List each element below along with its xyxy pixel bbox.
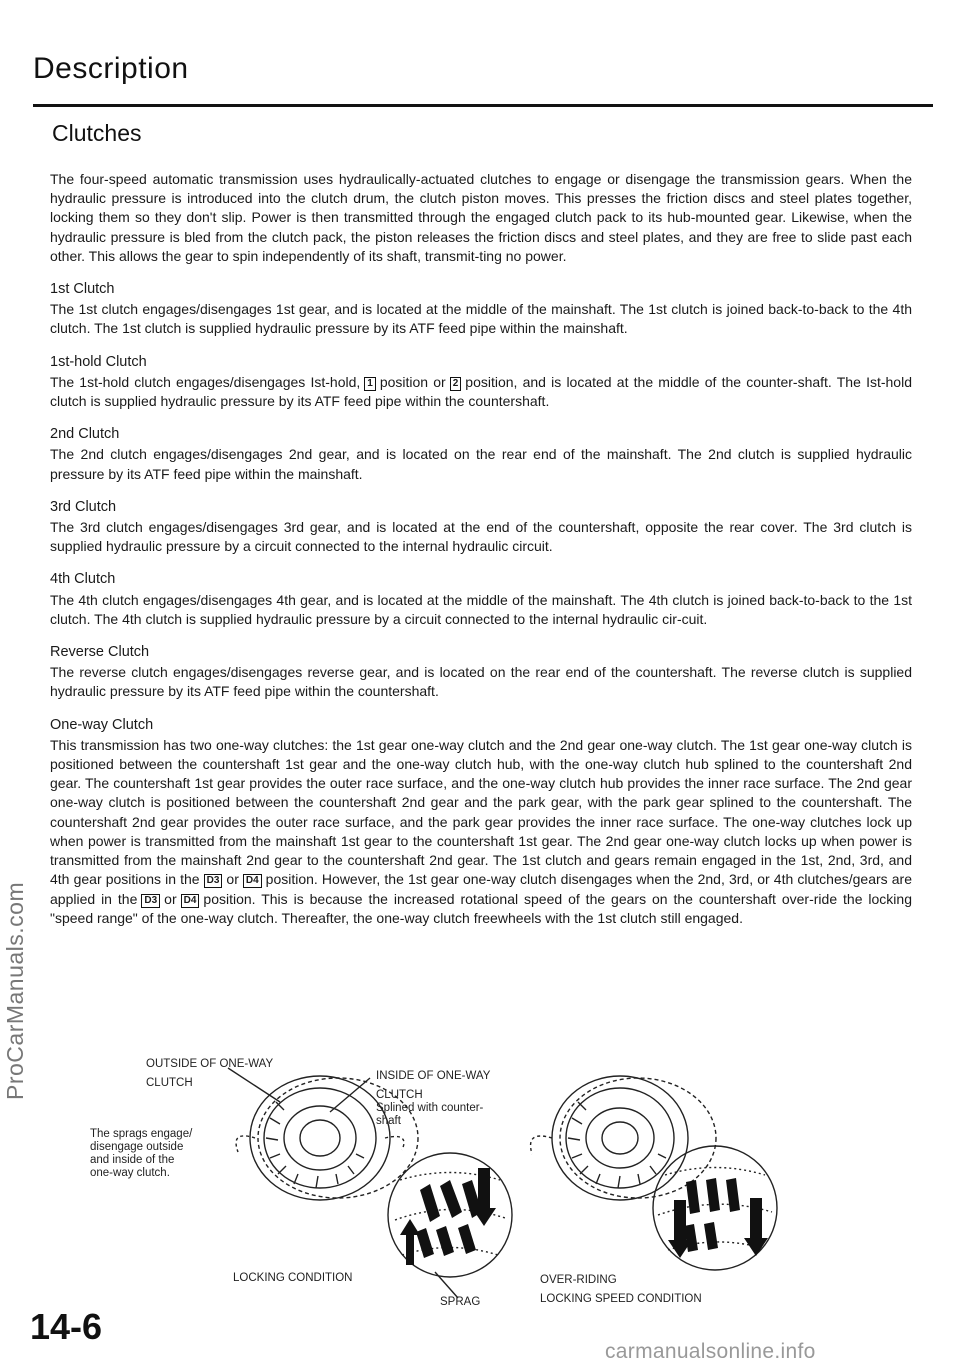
sprags-label	[90, 1128, 192, 1180]
section-title: 1st-hold Clutch	[50, 353, 147, 370]
section-3rd-clutch	[50, 498, 912, 557]
body-text: The 1st-hold clutch engages/disengages Ist-hold,	[50, 373, 361, 390]
label-line: The sprags engage/	[90, 1128, 193, 1140]
label-line: OUTSIDE OF ONE-WAY	[146, 1058, 274, 1070]
sprag-label: SPRAG	[440, 1296, 481, 1308]
section-title: 4th Clutch	[50, 571, 116, 588]
page-number: 14-6	[30, 1306, 103, 1347]
section-body: The 2nd clutch engages/disengages 2nd gear, and is located on the rear end of the mainshaft. The 2nd clutch is supplied hydraulic pressure by its ATF feed pipe within the mainshaft.	[50, 446, 912, 482]
section-body	[50, 373, 912, 411]
section-reverse-clutch	[50, 643, 912, 702]
gear-d4-badge: D4	[243, 874, 262, 888]
gear-d3-badge: D3	[141, 894, 160, 908]
side-watermark: ProCarManuals.com	[2, 881, 28, 1100]
label-line: and inside of the	[90, 1154, 175, 1166]
label-line: one-way clutch.	[90, 1167, 170, 1179]
over-riding-label	[540, 1274, 702, 1306]
section-1st-hold-clutch	[50, 353, 912, 412]
body-text: or	[226, 871, 239, 888]
section-title: Reverse Clutch	[50, 644, 150, 661]
one-way-clutch-figure	[80, 1050, 780, 1310]
section-4th-clutch	[50, 570, 912, 629]
inside-label	[376, 1070, 490, 1128]
gear-position-2-badge: 2	[450, 377, 462, 391]
gear-position-1-badge: 1	[364, 377, 376, 391]
body-content	[50, 170, 912, 928]
section-body: The reverse clutch engages/disengages reverse gear, and is located on the rear end of the countershaft. The reverse clutch is supplied hydraulic pressure by its ATF feed pipe within the countershaft.	[50, 664, 912, 700]
body-text: position. This is because the increased rotational speed of the gears on the countershaft over-ride the locking "speed range" of the one-way clutch. Thereafter, the one-way clutch freewheels with the 1st clutch still engaged.	[50, 890, 912, 926]
label-line: disengage outside	[90, 1141, 184, 1153]
label-line: LOCKING SPEED CONDITION	[540, 1293, 702, 1305]
label-line: CLUTCH	[146, 1077, 193, 1089]
label-line: OVER-RIDING	[540, 1274, 617, 1286]
page-title: Description	[33, 52, 189, 85]
section-title: 1st Clutch	[50, 281, 115, 298]
section-body: The 1st clutch engages/disengages 1st gear, and is located at the middle of the mainshaft. The 1st clutch is joined back-to-back to the 4th clutch. The 1st clutch is supplied hydraulic pressure by its ATF feed pipe within the mainshaft.	[50, 301, 912, 337]
body-text: This transmission has two one-way clutches: the 1st gear one-way clutch and the 2nd gear one-way clutch. The 1st gear one-way clutch is positioned between the countershaft 1st gear and the one-way clutch hub, with the one-way clutch hub splined to the countershaft 2nd gear. The countershaft 1st gear provides the outer race surface, and the one-way clutch hub provides the inner race surface. The 2nd gear one-way clutch is positioned between the countershaft 2nd gear and the park gear, with the park gear splined to the countershaft. The countershaft 2nd gear provides the outer race surface, and the park gear provides the inner race surface. The one-way clutches lock up when power is transmitted from the mainshaft 1st gear to the countershaft 1st gear. The 2nd gear one-way clutch locks up when power is transmitted from the mainshaft 2nd gear to the countershaft 2nd gear. The 1st clutch and gears remain engaged in the 1st, 2nd, 3rd, and 4th gear positions in the	[50, 736, 912, 888]
body-text: position, and is located at the middle of the counter-shaft. The Ist-hold clutch is supplied hydraulic pressure by its ATF feed pipe within the countershaft.	[50, 373, 912, 410]
section-body: The 3rd clutch engages/disengages 3rd gear, and is located at the end of the countershaft, opposite the rear cover. The 3rd clutch is supplied hydraulic pressure by a circuit connected to the internal hydraulic circuit.	[50, 519, 912, 555]
section-title: 2nd Clutch	[50, 426, 120, 443]
section-title: One-way Clutch	[50, 716, 154, 733]
section-2nd-clutch	[50, 425, 912, 484]
section-1st-clutch	[50, 280, 912, 339]
label-line: shaft	[376, 1115, 401, 1127]
body-text: position or	[379, 373, 446, 390]
section-body: The 4th clutch engages/disengages 4th gear, and is located at the middle of the mainshaft. The 4th clutch is joined back-to-back to the 1st clutch. The 4th clutch is supplied hydraulic pressure by a circuit connected to the internal hydraulic cir-cuit.	[50, 591, 912, 627]
label-line: CLUTCH	[376, 1089, 423, 1101]
section-title: 3rd Clutch	[50, 498, 117, 515]
gear-d3-badge: D3	[204, 874, 223, 888]
body-text: position. However, the 1st gear one-way clutch disengages when the 2nd, 3rd, or 4th clutches/gears are applied in the	[50, 871, 913, 907]
body-text: or	[164, 890, 177, 907]
footer-watermark: carmanualsonline.info	[605, 1340, 816, 1363]
intro-paragraph: The four-speed automatic transmission uses hydraulically-actuated clutches to engage or disengage the transmission gears. When the hydraulic pressure is introduced into the clutch drum, the clutch piston moves. This presses the friction discs and steel plates together, locking them so they don't slip. Power is then transmitted through the engaged clutch pack to its hub-mounted gear. Likewise, when the hydraulic pressure is bled from the clutch pack, the piston releases the friction discs and steel plates, and they are free to slide past each other. This allows the gear to spin independently of its shaft, transmit-ting no power.	[50, 171, 912, 264]
outside-label	[146, 1058, 273, 1090]
label-line: Splined with counter-	[376, 1102, 484, 1114]
title-rule	[33, 104, 933, 107]
gear-d4-badge: D4	[181, 894, 200, 908]
section-one-way-clutch	[50, 716, 912, 928]
section-body	[50, 736, 912, 928]
section-heading: Clutches	[52, 120, 142, 146]
locking-condition-label: LOCKING CONDITION	[233, 1272, 353, 1284]
label-line: INSIDE OF ONE-WAY	[376, 1070, 491, 1082]
